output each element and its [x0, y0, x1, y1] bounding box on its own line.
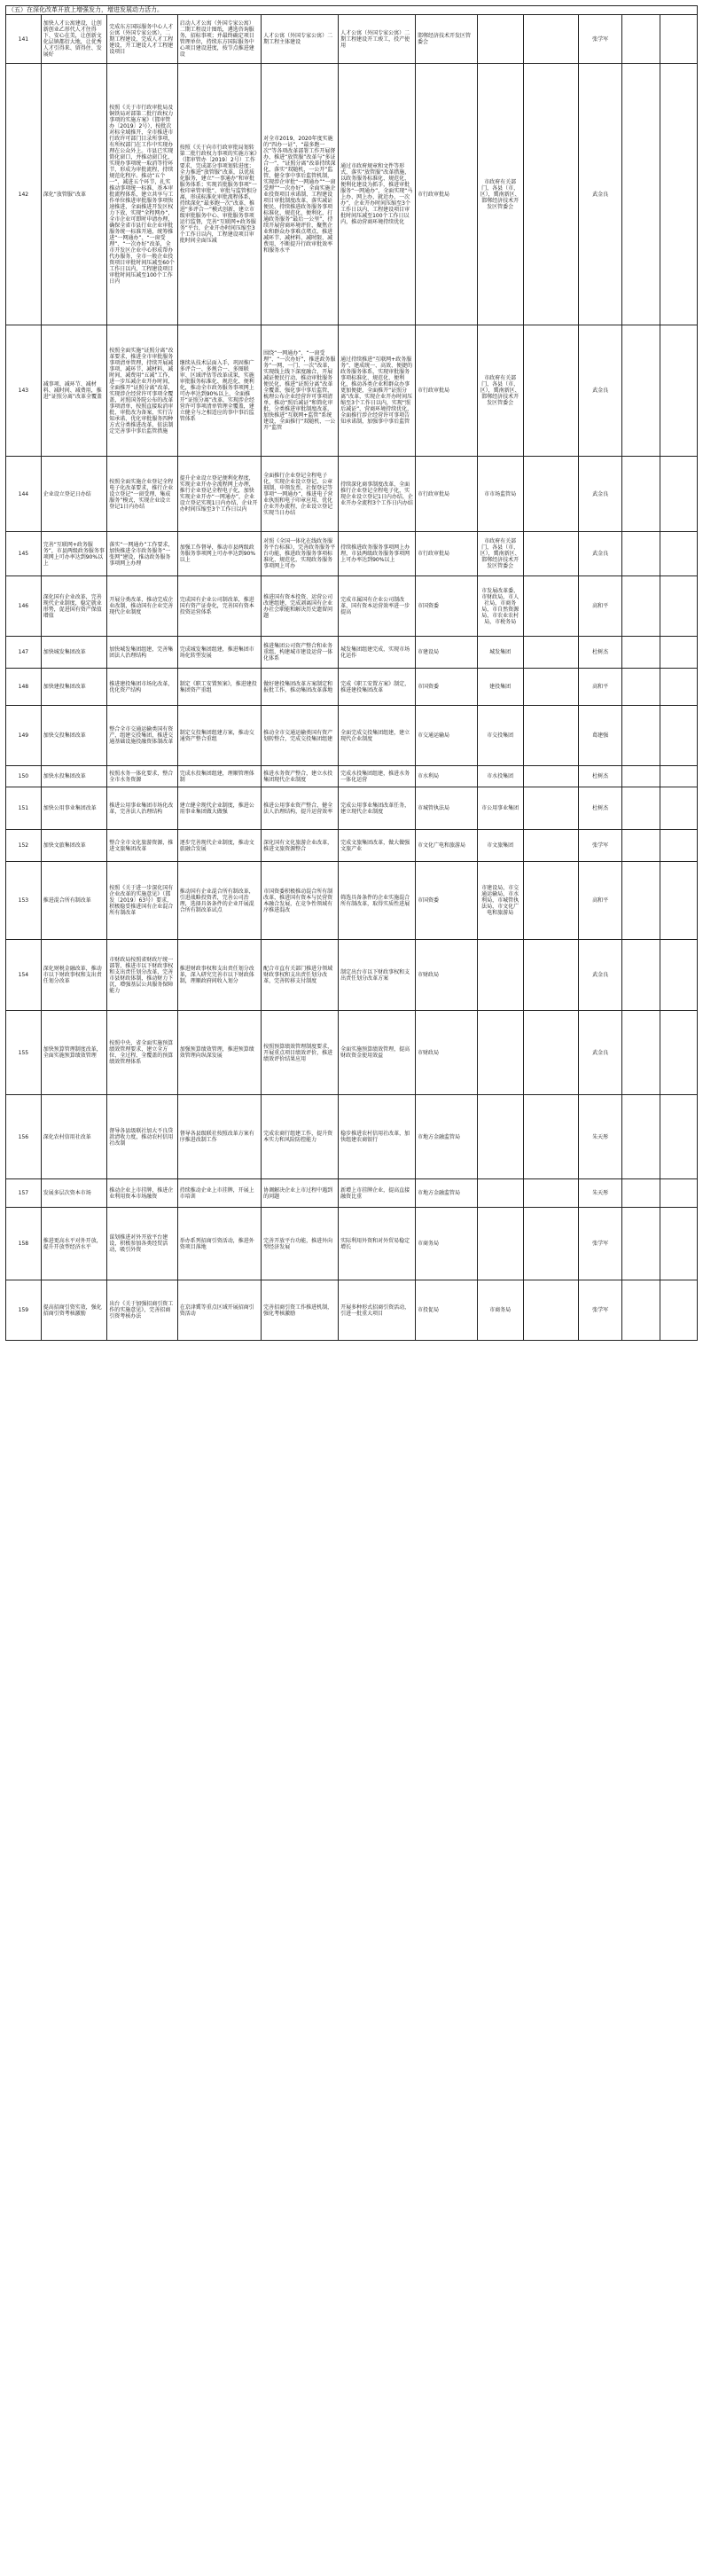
- table-row: [6, 15, 698, 64]
- status-cell: [622, 637, 660, 669]
- status-cell: [660, 15, 697, 64]
- status-cell: [660, 706, 697, 766]
- row-number-cell: 151: [6, 787, 42, 830]
- table-row: [6, 64, 698, 325]
- row-number-cell: 145: [6, 532, 42, 576]
- table-row: [6, 1179, 698, 1208]
- status-cell: [660, 830, 697, 862]
- lead-unit-cell: 市地方金融监管局: [416, 1095, 478, 1179]
- task-name-cell: 企业设立登记日办结: [41, 457, 107, 532]
- table-row: [6, 940, 698, 1011]
- goal-cell: 启动人才公寓（外国专家公寓）二期工程设计图纸，遴选咨询服务，招标事项；并最终确定项目管理单位，持续东方国际服务中心项目建设进度，按节点推进建设: [177, 15, 261, 64]
- lead-unit-cell: 市投促局: [416, 1280, 478, 1341]
- responsible-leader-cell: 武金良: [578, 457, 622, 532]
- goal-cell: 督导各县级联社按照改革方案有序推进改制工作: [177, 1095, 261, 1179]
- target-cell: 制定出台市以下财政事权和支出责任划分改革方案: [339, 940, 416, 1011]
- row-number-cell: 143: [6, 325, 42, 457]
- task-detail-cell: 整合全市交通运输类国有资产，组建交投集团，推进交通基础设施投融资体制改革: [107, 706, 177, 766]
- work-content-cell: 人才公寓（外国专家公寓）二期工程主体建设: [262, 15, 339, 64]
- goal-cell: 推动国有企业混合所有制改革，引进战略投资者，完善公司治理，选择具备条件的企业开展混合所有制改革试点: [177, 862, 261, 940]
- work-content-cell: 对照《全国一体化在线政务服务平台标准》，完善政务服务平台功能，推进政务服务事项标准化、规范化，实现政务服务事项网上可办: [262, 532, 339, 576]
- target-cell: 完成文旅集团改革，做大做强文旅产业: [339, 830, 416, 862]
- section-row: [6, 6, 698, 15]
- cooperating-units-cell: [477, 15, 523, 64]
- task-detail-cell: 按照中央、省全面实施预算绩效管理要求，建立全方位、全过程、全覆盖的预算绩效管理体系: [107, 1011, 177, 1095]
- task-name-cell: 加快预算管理制度改革，全面实施预算绩效管理: [41, 1011, 107, 1095]
- target-cell: 持续推进政务服务事项网上办理，市县两级政务服务事项网上可办率达到90%以上: [339, 532, 416, 576]
- goal-cell: 逐步完善现代企业制度，推动文旅融合发展: [177, 830, 261, 862]
- row-number-cell: 142: [6, 64, 42, 325]
- row-number-cell: 148: [6, 669, 42, 706]
- responsible-leader-cell: 杜树杰: [578, 787, 622, 830]
- status-cell: [660, 862, 697, 940]
- status-cell: [622, 576, 660, 637]
- task-detail-cell: 按照全面实施“证照分离”改革要求，推进全市审批服务事项清单管理，持续开展减事项、减环节、减材料、减时间、减费用“五减”工作，进一步压减企业开办时间，全面推开“证照分离”改革，实现涉企经营许可事项全覆盖，对照国务院公布的改革事项清单，按照直接取消审批、审批改为备案、实行告知承诺、优化审批服务四种方式分类推进改革，依法制定完善事中事后监管措施: [107, 325, 177, 457]
- status-cell: [660, 1095, 697, 1179]
- responsible-leader-cell: 朱天彤: [578, 1095, 622, 1179]
- status-cell: [622, 457, 660, 532]
- goal-cell: 继续从技术层面入手，巩固推广多评合一、多规合一、多图联审、区域评估等改革成果，实施审批服务标准化、规范化、便利化，推动全市政务服务事项网上可办率达到90%以上，全面推开“证照分离”改革，实现涉企经营许可事项清单管理全覆盖，建立健全与之相适应的事中事后监管体系: [177, 325, 261, 457]
- goal-cell: 制定交投集团组建方案，推动交通资产整合重组: [177, 706, 261, 766]
- task-name-cell: 推进更高水平对外开放，提升开放型经济水平: [41, 1208, 107, 1280]
- work-content-cell: 全面推行企业登记全程电子化，实现企业设立登记、公章刻制、申领发票、社保登记等事项“一网通办”，推进电子营业执照和电子印章应用，优化企业开办流程，企业设立登记实现当日办结: [262, 457, 339, 532]
- task-detail-cell: 按照水务一体化要求，整合全市水务资源: [107, 766, 177, 787]
- target-cell: 新增上市挂牌企业，提高直接融资比重: [339, 1179, 416, 1208]
- target-cell: 完成水投集团组建，推进水务一体化运营: [339, 766, 416, 787]
- responsible-leader-cell: 葛建强: [578, 706, 622, 766]
- work-content-cell: 做好建投集团改革方案制定和报批工作，推动集团改革落地: [262, 669, 339, 706]
- work-content-cell: 深化国有文化旅游企业改革，推进文旅资源整合: [262, 830, 339, 862]
- row-number-cell: 154: [6, 940, 42, 1011]
- cooperating-units-cell: [477, 1179, 523, 1208]
- task-detail-cell: 市财政局按照省财政厅统一部署，推进市以下财政事权和支出责任划分改革，完善市县财政体制，推动财力下沉，增强基层公共服务保障能力: [107, 940, 177, 1011]
- goal-cell: 加强工作督导，推动市县两级政务服务事项网上可办率达到90%以上: [177, 532, 261, 576]
- work-content-cell: 完成农商行组建工作，提升资本实力和风险防控能力: [262, 1095, 339, 1179]
- status-cell: [622, 1095, 660, 1179]
- task-detail-cell: 按照《关于市行政审批局及铜铁局对部第二批行政权力事项的实施方案》（邯审管办〔2019〕2号），按批次对标全域推开，全市推进市行政许可部门目录所事项，有所权部门在工作中实现办理在公众外上。市县已实现简化窗口，并推动窗口化，实现办事项统一取消等待环节，形成为审批流程，持续规范化程序。推动“五个一”、减进五个环节，扎实推动事项统一标准、基本审批流程体系，建立共享与工作单位推进审批服务事项快速推进，全面推进开发区权力下放，实现“全程网办”，全市企业可即时申请办理，确保全省市县行业企业审批服务统一标准开通，统筹推进“一网通办”、“一窗受理”、“一次办好”改革，全市开发区企业中心形成帮办代办服务，全市一般企业投资项目审批时间压减至60个工作日以内，工程建设项目审批时间压减至100个工作日内: [107, 64, 177, 325]
- target-cell: 开展多种形式招商引资活动，引进一批重大项目: [339, 1280, 416, 1341]
- extra-dept-cell: [523, 862, 578, 940]
- task-name-cell: 加快人才公寓建设，让创新创业乙形代人才住得下、安心在美，让创新文化层镇都衍大地，让优秀人才引得来、留得住、发展好: [41, 15, 107, 64]
- row-number-cell: 141: [6, 15, 42, 64]
- row-number-cell: 144: [6, 457, 42, 532]
- status-cell: [660, 669, 697, 706]
- table-row: [6, 1011, 698, 1095]
- goal-cell: 制定《职工安置预案》，推进建投集团资产重组: [177, 669, 261, 706]
- row-number-cell: 155: [6, 1011, 42, 1095]
- goal-cell: 提升企业设立登记便利化程度，实现企业开办全流程网上办理，推行企业登记全程电子化，加快实现企业开办“一网通办”，企业设立登记实现1日内办结，企业开办时间压缩至3个工作日以内: [177, 457, 261, 532]
- document-sheet: [5, 5, 698, 2565]
- responsible-leader-cell: 高和平: [578, 862, 622, 940]
- cooperating-units-cell: 市水投集团: [477, 766, 523, 787]
- goal-cell: 完成城发集团组建，推进集团市场化转型发展: [177, 637, 261, 669]
- lead-unit-cell: 市地方金融监管局: [416, 1179, 478, 1208]
- extra-dept-cell: [523, 787, 578, 830]
- lead-unit-cell: 市商务局: [416, 1208, 478, 1280]
- extra-dept-cell: [523, 1011, 578, 1095]
- status-cell: [660, 940, 697, 1011]
- target-cell: 稳步推进农村信用社改革，加快组建农商银行: [339, 1095, 416, 1179]
- status-cell: [622, 1179, 660, 1208]
- status-cell: [660, 1011, 697, 1095]
- cooperating-units-cell: 市公用事业集团: [477, 787, 523, 830]
- status-cell: [622, 940, 660, 1011]
- target-cell: 筛选具备条件的企业实施混合所有制改革，取得实质性进展: [339, 862, 416, 940]
- table-row: [6, 576, 698, 637]
- target-cell: 完成市属国有企业公司制改革，国有资本运营效率进一步提高: [339, 576, 416, 637]
- lead-unit-cell: 市财政局: [416, 1011, 478, 1095]
- task-detail-cell: 出台《关于加强招商引资工作的实施意见》，完善招商引资考核办法: [107, 1280, 177, 1341]
- lead-unit-cell: 市行政审批局: [416, 457, 478, 532]
- goal-cell: 完成国有企业公司制改革，推进国有资产证券化，完善国有资本投资运营体系: [177, 576, 261, 637]
- work-content-cell: 市国资委积极推动混合所有制改革，推进国有资本与民营资本融合发展，在竞争性领域有序推进混改: [262, 862, 339, 940]
- cooperating-units-cell: 市发展改革委，市财政局，市人社局，市商务局，市自然资源局，市农业农村局，市税务局: [477, 576, 523, 637]
- table-row: [6, 669, 698, 706]
- task-detail-cell: 督导各县级联社加大不良贷款清收力度，推动农村信用社改制: [107, 1095, 177, 1179]
- status-cell: [660, 1280, 697, 1341]
- work-content-cell: 推进水务资产整合，建立水投集团现代企业制度: [262, 766, 339, 787]
- table-row: [6, 325, 698, 457]
- responsible-leader-cell: 武金良: [578, 64, 622, 325]
- lead-unit-cell: 市国资委: [416, 576, 478, 637]
- lead-unit-cell: 市国资委: [416, 862, 478, 940]
- extra-dept-cell: [523, 1095, 578, 1179]
- work-content-cell: 协调解决企业上市过程中遇到的问题: [262, 1179, 339, 1208]
- task-name-cell: 加快文旅集团改革: [41, 830, 107, 862]
- status-cell: [660, 1208, 697, 1280]
- target-cell: 完成《职工安置方案》制定，推进建投集团改革: [339, 669, 416, 706]
- responsible-leader-cell: 朱天彤: [578, 1179, 622, 1208]
- work-content-cell: 按照预算绩效管理制度要求，开展重点项目绩效评价，推进绩效评价结果应用: [262, 1011, 339, 1095]
- status-cell: [622, 1208, 660, 1280]
- cooperating-units-cell: 市政府有关部门，各县（市、区），冀南新区、邯郸经济技术开发区管委会: [477, 532, 523, 576]
- task-detail-cell: 推进公用事业集团市场化改革，完善法人治理结构: [107, 787, 177, 830]
- cooperating-units-cell: [477, 940, 523, 1011]
- target-cell: 持续深化商事制度改革，全面推行企业登记全程电子化，实现企业设立登记1日内办结，企业开办全流程3个工作日内办结: [339, 457, 416, 532]
- status-cell: [660, 64, 697, 325]
- table-row: [6, 637, 698, 669]
- responsible-leader-cell: 杜树杰: [578, 637, 622, 669]
- task-name-cell: 加快公用事业集团改革: [41, 787, 107, 830]
- status-cell: [622, 1280, 660, 1341]
- task-name-cell: 深化财税金融改革，推动市以下财政事权和支出责任划分改革: [41, 940, 107, 1011]
- goal-cell: 在京津冀等重点区域开展招商引资活动: [177, 1280, 261, 1341]
- goal-cell: 按照《关于向市行政审批局划转第二批行政权力事项的实施方案》（邯审管办〔2019〕2号）工作要求，完成部分事项划转进度；全力推进“放管服”改革，以优质化服务，建立“一事通办”和审批服务体系；实现首批服务事项“一枚印章管审批”、审批与监管相分离，形成标准化审批流程体系，持续深化“最多跑一次”改革，推进“多评合一”模式创新，建立市级审批服务中心、审批服务事项运行监督，完善“互联网+政务服务”平台，企业开办时间压缩至3个工作日以内，工程建设项目审批时间全面压减: [177, 64, 261, 325]
- task-name-cell: 深化国有企业改革，完善现代企业制度，稳定就业形势，促进国有资产保值增值: [41, 576, 107, 637]
- extra-dept-cell: [523, 576, 578, 637]
- row-number-cell: 150: [6, 766, 42, 787]
- task-detail-cell: 落实“一网通办”工作要求，加快推进全市政务服务“一张网”建设，推动政务服务事项网上办理: [107, 532, 177, 576]
- status-cell: [622, 706, 660, 766]
- status-cell: [622, 532, 660, 576]
- extra-dept-cell: [523, 532, 578, 576]
- responsible-leader-cell: 高和平: [578, 669, 622, 706]
- extra-dept-cell: [523, 766, 578, 787]
- table-row: [6, 766, 698, 787]
- target-cell: 全面完成交投集团组建，建立现代企业制度: [339, 706, 416, 766]
- goal-cell: 建立健全现代企业制度，推进公用事业集团做大做强: [177, 787, 261, 830]
- section-title: （五）在深化改革开放上增强发力，增进发展动力活力。: [6, 6, 698, 15]
- task-name-cell: 提高招商引资实效，强化招商引资考核激励: [41, 1280, 107, 1341]
- status-cell: [660, 576, 697, 637]
- extra-dept-cell: [523, 1208, 578, 1280]
- cooperating-units-cell: [477, 1095, 523, 1179]
- cooperating-units-cell: 市交投集团: [477, 706, 523, 766]
- table-row: [6, 706, 698, 766]
- table-row: [6, 457, 698, 532]
- responsible-leader-cell: 武金良: [578, 1011, 622, 1095]
- status-cell: [660, 457, 697, 532]
- cooperating-units-cell: [477, 1011, 523, 1095]
- task-detail-cell: 推进建投集团市场化改革，优化资产结构: [107, 669, 177, 706]
- status-cell: [622, 1011, 660, 1095]
- task-detail-cell: 推动企业上市挂牌，推进企业利用资本市场融资: [107, 1179, 177, 1208]
- row-number-cell: 157: [6, 1179, 42, 1208]
- table-row: [6, 787, 698, 830]
- cooperating-units-cell: 市建设局，市交通运输局，市水利局，市城管执法局，市文化广电和旅游局: [477, 862, 523, 940]
- row-number-cell: 158: [6, 1208, 42, 1280]
- task-name-cell: 推进混合所有制改革: [41, 862, 107, 940]
- task-name-cell: 加快水投集团改革: [41, 766, 107, 787]
- responsible-leader-cell: 张学军: [578, 830, 622, 862]
- task-name-cell: 深化“放管服”改革: [41, 64, 107, 325]
- row-number-cell: 153: [6, 862, 42, 940]
- work-content-cell: 推进公用事业资产整合，健全法人治理结构，提升运营效率: [262, 787, 339, 830]
- target-cell: 实际利用外资和对外贸易稳定增长: [339, 1208, 416, 1280]
- status-cell: [622, 64, 660, 325]
- status-cell: [660, 766, 697, 787]
- cooperating-units-cell: [477, 1208, 523, 1280]
- extra-dept-cell: [523, 15, 578, 64]
- responsible-leader-cell: 武金良: [578, 940, 622, 1011]
- responsible-leader-cell: 张学军: [578, 15, 622, 64]
- task-table: [5, 5, 698, 1341]
- cooperating-units-cell: 建投集团: [477, 669, 523, 706]
- status-cell: [622, 830, 660, 862]
- target-cell: 通过持续推进“互联网+政务服务”，建成统一、高效、便捷的政务服务体系，实现审批服务事项标准化、规范化、便利化，推动各类企业和群众办事更加便捷，全面推开“证照分离”改革，实现企业开办时间压缩至3个工作日以内，实现“照后减证”，营商环境持续优化，全面推行涉企经营许可事项告知承诺制，加强事中事后监管: [339, 325, 416, 457]
- lead-unit-cell: 市行政审批局: [416, 64, 478, 325]
- responsible-leader-cell: 杜树杰: [578, 766, 622, 787]
- lead-unit-cell: 市财政局: [416, 940, 478, 1011]
- responsible-leader-cell: 张学军: [578, 1280, 622, 1341]
- status-cell: [660, 787, 697, 830]
- extra-dept-cell: [523, 64, 578, 325]
- target-cell: 通过市政府规章和文件等形式，落实“放管服”改革措施，以政务服务标准化、规范化、便利化建设为抓手，推进审批服务“一网通办”，全面实现“马上办、网上办、就近办、一次办”，企业开办时间压缩至3个工作日以内，工程建设项目审批时间压减至100个工作日以内，推动营商环境持续优化: [339, 64, 416, 325]
- status-cell: [622, 15, 660, 64]
- work-content-cell: 推进国有资本投资、运营公司改建组建，完成剥离国有企业办社会职能和解决历史遗留问题: [262, 576, 339, 637]
- status-cell: [622, 862, 660, 940]
- extra-dept-cell: [523, 1179, 578, 1208]
- status-cell: [660, 1179, 697, 1208]
- task-detail-cell: 按照《关于进一步深化国有企业改革的实施意见》（邯发〔2019〕63号）要求，积极稳妥推进国有企业混合所有制改革: [107, 862, 177, 940]
- work-content-cell: 完善开放平台功能，推进外向型经济发展: [262, 1208, 339, 1280]
- table-row: [6, 862, 698, 940]
- cooperating-units-cell: 市政府有关部门，各县（市、区），冀南新区、邯郸经济技术开发区管委会: [477, 325, 523, 457]
- lead-unit-cell: 市行政审批局: [416, 325, 478, 457]
- cooperating-units-cell: 市政府有关部门，各县（市、区），冀南新区、邯郸经济技术开发区管委会: [477, 64, 523, 325]
- task-name-cell: 减事项、减环节、减材料、减时间、减费用，推进“证照分离”改革全覆盖: [41, 325, 107, 457]
- cooperating-units-cell: 市市场监管局: [477, 457, 523, 532]
- cooperating-units-cell: 市文旅集团: [477, 830, 523, 862]
- responsible-leader-cell: 武金良: [578, 532, 622, 576]
- status-cell: [622, 669, 660, 706]
- extra-dept-cell: [523, 940, 578, 1011]
- task-detail-cell: 加快城发集团组建，完善集团法人治理结构: [107, 637, 177, 669]
- cooperating-units-cell: 城发集团: [477, 637, 523, 669]
- row-number-cell: 159: [6, 1280, 42, 1341]
- row-number-cell: 146: [6, 576, 42, 637]
- row-number-cell: 147: [6, 637, 42, 669]
- responsible-leader-cell: 高和平: [578, 576, 622, 637]
- extra-dept-cell: [523, 637, 578, 669]
- work-content-cell: 推进集团公司资产整合和业务重组，构建城市建设运营一体化体系: [262, 637, 339, 669]
- extra-dept-cell: [523, 830, 578, 862]
- row-number-cell: 152: [6, 830, 42, 862]
- lead-unit-cell: 市交通运输局: [416, 706, 478, 766]
- task-name-cell: 加快交投集团改革: [41, 706, 107, 766]
- row-number-cell: 156: [6, 1095, 42, 1179]
- target-cell: 城发集团组建完成，实现市场化运作: [339, 637, 416, 669]
- responsible-leader-cell: 张学军: [578, 1208, 622, 1280]
- task-detail-cell: 整合全市文化旅游资源，推进文旅集团改革: [107, 830, 177, 862]
- extra-dept-cell: [523, 669, 578, 706]
- status-cell: [622, 766, 660, 787]
- status-cell: [660, 532, 697, 576]
- task-name-cell: 发展多层次资本市场: [41, 1179, 107, 1208]
- status-cell: [622, 787, 660, 830]
- task-name-cell: 深化农村信用社改革: [41, 1095, 107, 1179]
- extra-dept-cell: [523, 457, 578, 532]
- lead-unit-cell: 市文化广电和旅游局: [416, 830, 478, 862]
- lead-unit-cell: 市水利局: [416, 766, 478, 787]
- goal-cell: 完成水投集团组建，理顺管理体制: [177, 766, 261, 787]
- task-name-cell: 加快建投集团改革: [41, 669, 107, 706]
- status-cell: [660, 325, 697, 457]
- goal-cell: 举办系列招商引资活动，推进外资项目落地: [177, 1208, 261, 1280]
- lead-unit-cell: 市国资委: [416, 669, 478, 706]
- task-detail-cell: 按照全面实施企业登记全程电子化改革要求，推行企业设立登记“一窗受理、集成服务”模式，实现企业设立登记1日内办结: [107, 457, 177, 532]
- goal-cell: 持续推动企业上市挂牌，开展上市培训: [177, 1179, 261, 1208]
- work-content-cell: 配合市直有关部门推进分领域财政事权和支出责任划分改革，完善转移支付制度: [262, 940, 339, 1011]
- work-content-cell: 推动全市交通运输类国有资产划转整合，完成交投集团组建: [262, 706, 339, 766]
- goal-cell: 推进财政事权和支出责任划分改革，深入研究完善市以下财政体制，理顺政府间收入划分: [177, 940, 261, 1011]
- table-row: [6, 1208, 698, 1280]
- responsible-leader-cell: 武金良: [578, 325, 622, 457]
- cooperating-units-cell: 市商务局: [477, 1280, 523, 1341]
- task-detail-cell: 开展分类改革，推动完成企业改制，推动国有企业完善现代企业制度: [107, 576, 177, 637]
- task-name-cell: 加快城发集团改革: [41, 637, 107, 669]
- lead-unit-cell: 市行政审批局: [416, 532, 478, 576]
- table-row: [6, 1095, 698, 1179]
- status-cell: [622, 325, 660, 457]
- extra-dept-cell: [523, 1280, 578, 1341]
- target-cell: 人才公寓（外国专家公寓）二期工程建设开工竣工，投产使用: [339, 15, 416, 64]
- target-cell: 全面实施预算绩效管理，提高财政资金使用效益: [339, 1011, 416, 1095]
- table-row: [6, 1280, 698, 1341]
- task-detail-cell: 完成东方国际服务中心人才公寓（外国专家公寓）、二期工程建设，完成人才工程建设，开工建设人才工程建设项目: [107, 15, 177, 64]
- work-content-cell: 完善招商引资工作推进机制，强化考核激励: [262, 1280, 339, 1341]
- table-row: [6, 830, 698, 862]
- extra-dept-cell: [523, 325, 578, 457]
- lead-unit-cell: 邯郸经济技术开发区管委会: [416, 15, 478, 64]
- target-cell: 完成公用事业集团改革任务，建立现代企业制度: [339, 787, 416, 830]
- table-row: [6, 532, 698, 576]
- work-content-cell: 对全市2019、2020年度实施的“四办一证”、“最多跑一次”等各项改革部署工作开展督办，推进“放管服”改革与“多证合一”、“证照分离”改革持续深化，落实“双随机、一公开”监管，健全事中事后监管机制，实现涉企审批“一网通办”“一窗受理”“一次办好”，全面实施企业投资项目承诺制、工程建设项目审批制度改革，落实减证便民，持续推进政务服务事项标准化、规范化、便利化，打通政务服务“最后一公里”，持续开展营商环境评价，聚焦企业和群众办事难点堵点，推进减环节、减材料、减时限、减费用，不断提升行政审批效率和服务水平: [262, 64, 339, 325]
- status-cell: [660, 637, 697, 669]
- work-content-cell: 围绕“一网通办”、“一窗受理”、“一次办好”，推进政务服务“一网、一门、一次”改革，实现线上线下深度融合，开展减证便民行动，推动审批服务便民化，推进“证照分离”改革全覆盖，强化事中事后监管，梳理公布企业经营许可事项清单，推动“照后减证”和简化审批，分类推进审批制度改革，加快推进“互联网+监管”系统建设，全面推行“双随机、一公开”监管: [262, 325, 339, 457]
- task-detail-cell: 谋划推进对外开放平台建设，积极参加各类经贸活动，吸引外资: [107, 1208, 177, 1280]
- extra-dept-cell: [523, 706, 578, 766]
- row-number-cell: 149: [6, 706, 42, 766]
- lead-unit-cell: 市建设局: [416, 637, 478, 669]
- lead-unit-cell: 市城管执法局: [416, 787, 478, 830]
- task-name-cell: 完善“互联网+政务服务”，市县两级政务服务事项网上可办率达到90%以上: [41, 532, 107, 576]
- goal-cell: 加强预算绩效管理，推进预算绩效管理向纵深发展: [177, 1011, 261, 1095]
